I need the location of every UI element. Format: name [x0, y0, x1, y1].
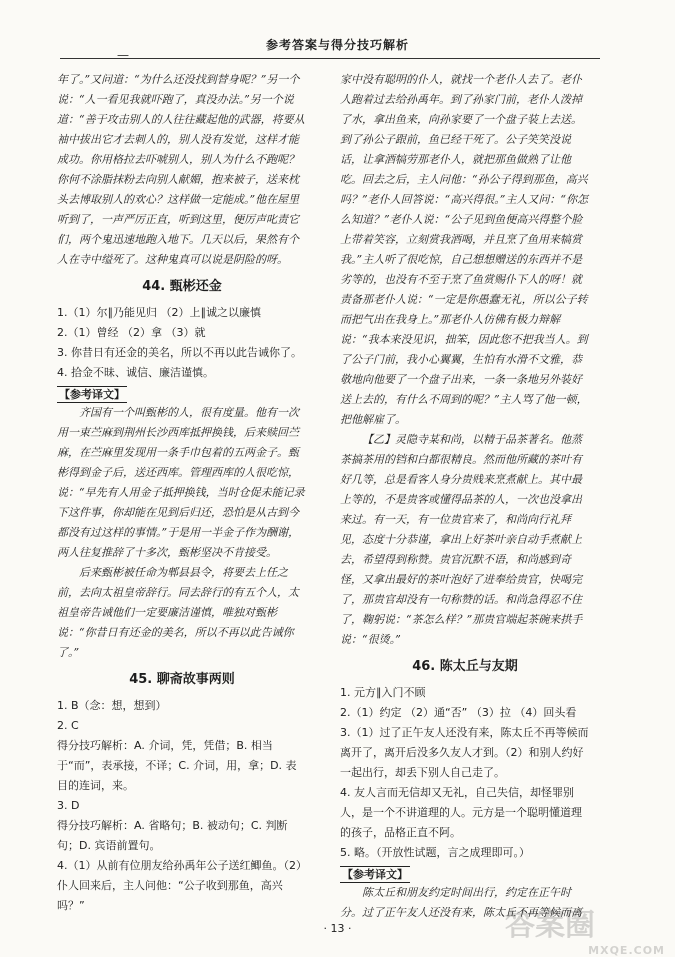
- section-title-44: 44. 甄彬还金: [142, 279, 222, 294]
- answer-item: 1. B（念：想，想到）: [57, 699, 167, 712]
- answer-item: 2. C: [57, 719, 79, 732]
- answer-item: 4.（1）从前有位朋友给孙禹年公子送红鲫鱼。（2）仆人回来后，主人问他：“公子收到那鱼，高兴吗？”: [57, 859, 307, 912]
- scoring-tip: 得分技巧解析：A. 省略句；B. 被动句；C. 判断句；D. 宾语前置句。: [57, 819, 288, 852]
- header-rule: [60, 58, 600, 59]
- answer-item: [57, 916, 307, 920]
- paragraph: 家中没有聪明的仆人，就找一个老仆人去了。老仆人跑着过去给孙禹年。到了孙家门前，老仆人泼掉了水，拿出鱼来，向孙家要了一个盘子装上去送。到了孙公子跟前，鱼已经干死了。公子笑笑没说话，让拿酒犒劳那老仆人，就把那鱼做熟了让他吃。回去之后，主人问他：“孙公子得到那鱼，高兴吗？”老仆人回答说：“高兴得很。”主人又问：“你怎么知道？”老仆人说：“公子见到鱼便高兴得整个脸上带着笑容，立刻赏我酒喝，并且烹了鱼用来犒赏我。”主人听了很吃惊，自己想想赠送的东西并不是劣等的，也没有不至于烹了鱼赏赐仆下人的呀！就责备那老仆人说：“一定是你愚蠢无礼，所以公子转而把气出在我身上。”那老仆人仿佛有极力辩解说：“我本来没见识，拙笨，因此您不把我当人。到了公子门前，我小心翼翼，生怕有水滑不文雅，恭敬地向他要了一个盘子出来，一条一条地另外装好送上去的，有什么不周到的呢？”主人骂了他一顿，把他解雇了。: [340, 73, 588, 426]
- answer-item: 1.（1）尔∥乃能见归 （2）上∥诚之以廉慎: [57, 306, 261, 319]
- reference-translation-tag: 【参考译文】: [342, 868, 408, 881]
- watermark-chars: 答案圈: [505, 908, 595, 943]
- answer-item: 2.（1）约定 （2）通“否” （3）拉 （4）回头看: [340, 706, 577, 719]
- reference-translation-tag: 【参考译文】: [59, 388, 125, 401]
- section-title-45: 45. 聊斋故事两则: [129, 672, 235, 687]
- paragraph: 齐国有一个叫甄彬的人，很有度量。他有一次用一束苎麻到荆州长沙西库抵押换钱，后来赎回苎麻，在苎麻里发现用一条手巾包着的五两金子。甄彬得到金子后，送还西库。管理西库的人很吃惊，说：“早先有人用金子抵押换钱，当时仓促未能记录下这件事，你却能在见到后归还，恐怕是从古到今都没有过这样的事情。”于是用一半金子作为酬谢，两人往复推辞了十多次，甄彬坚决不肯接受。: [57, 406, 305, 559]
- answer-item: 1. 元方∥入门不顾: [340, 686, 426, 699]
- running-header: 参考答案与得分技巧解析: [265, 38, 409, 52]
- answer-item: 4. 拾金不昧、诚信、廉洁谨慎。: [57, 366, 214, 379]
- answer-item: 2.（1）曾经 （2）拿 （3）就: [57, 326, 206, 339]
- answer-item: 4. 友人言而无信却又无礼，自己失信，却怪罪别人，是一个不讲道理的人。元方是一个聪明懂道理的孩子，品格正直不阿。: [340, 786, 582, 839]
- right-column: [340, 70, 590, 920]
- section-title-46: 46. 陈太丘与友期: [412, 659, 518, 674]
- watermark-logo: [505, 900, 665, 957]
- scoring-tip: 得分技巧解析：A. 介词，凭，凭借；B. 相当于“而”，表承接，不译；C. 介词，用，拿；D. 表目的连词，来。: [57, 739, 297, 792]
- left-column: [57, 70, 307, 920]
- answer-item: 3. D: [57, 799, 80, 812]
- answer-item: 3. 你昔日有还金的美名，所以不再以此告诫你了。: [57, 346, 302, 359]
- paragraph: 陈太丘和朋友约定时间出行，约定在正午时分。过了正午友人还没有来，陈太丘不再等候而离: [340, 886, 582, 919]
- watermark-site: MXQE.COM: [588, 944, 665, 957]
- paragraph: 后来甄彬被任命为郫县县令，将要去上任之前，去向太祖皇帝辞行。同去辞行的有五个人，太祖皇帝告诫他们一定要廉洁谨慎，唯独对甄彬说：“你昔日有还金的美名，所以不再以此告诫你了。”: [57, 566, 299, 659]
- header-dash: —: [117, 48, 129, 62]
- paragraph: 【乙】灵隐寺某和尚，以精于品茶著名。他蒸茶搞茶用的铛和白都很精良。然而他所藏的茶叶有好几等，总是看客人身分贵贱来烹煮献上。其中最上等的，不是贵客或懂得品茶的人，一次也没拿出来过。有一天，有一位贵官来了，和尚向行礼拜见，态度十分恭谨，拿出上好茶叶亲自动手煮献上去，希望得到称赞。贵官沉默不语，和尚感到奇怪，又拿出最好的茶叶泡好了进奉给贵官，快喝完了，那贵官却没有一句称赞的话。和尚急得忍不住了，鞠躬说：“茶怎么样？”那贵官端起茶碗来拱手说：“很烫。”: [340, 433, 583, 646]
- answer-item: 3.（1）过了正午友人还没有来，陈太丘不再等候而离开了，离开后没多久友人才到。（2）和别人约好一起出行，却丢下别人自己走了。: [340, 726, 589, 779]
- page-number: · 13 ·: [323, 922, 352, 935]
- paragraph: 年了。”又问道：“为什么还没找到替身呢？”另一个说：“人一看见我就吓跑了，真没办法。”另一个说道：“善于攻击别人的人往往藏起他的武器，将要从袖中拔出它才去刺人的，别人没有发觉，这样才能成功。你用格拉去吓唬别人，别人为什么不跑呢？你何不涂脂抹粉去向别人献媚，抱来被子，送来枕头去博取别人的欢心？这样做一定能成。”他在屋里听到了，一声严厉正直，听到这里，便厉声叱责它们，两个鬼迅速地跑入地下。几天以后，果然有个人在寺中缢死了。这种鬼真可以说是阴险的呀。: [57, 73, 305, 266]
- answer-item: 5. 略。（开放性试题，言之成理即可。）: [340, 846, 530, 859]
